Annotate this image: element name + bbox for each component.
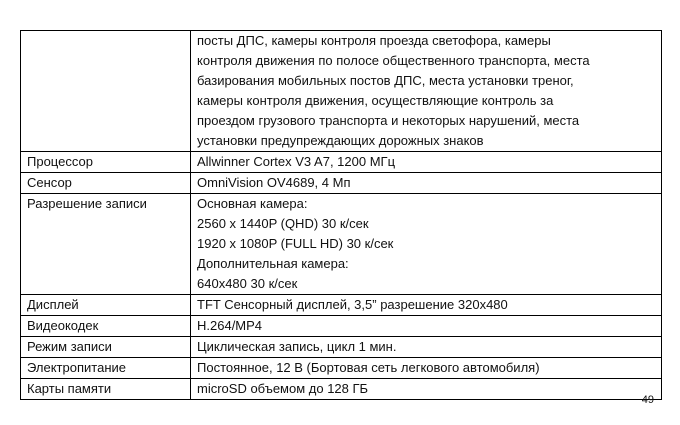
row-value: Циклическая запись, цикл 1 мин. xyxy=(191,337,662,358)
value-line: посты ДПС, камеры контроля проезда светофора, камеры xyxy=(197,33,551,48)
value-line: Основная камера: xyxy=(197,196,308,211)
specifications-table xyxy=(20,30,662,400)
row-value xyxy=(191,194,662,295)
value-line: камеры контроля движения, осуществляющие контроль за xyxy=(197,93,554,108)
row-label: Дисплей xyxy=(21,295,191,316)
row-label xyxy=(21,31,191,152)
value-line: проездом грузового транспорта и некоторых нарушений, места xyxy=(197,113,580,128)
row-label: Разрешение записи xyxy=(21,194,191,295)
value-line: Дополнительная камера: xyxy=(197,256,349,271)
table-row-processor xyxy=(21,152,662,173)
row-value: OmniVision OV4689, 4 Мп xyxy=(191,173,662,194)
row-value: TFT Сенсорный дисплей, 3,5” разрешение 320x480 xyxy=(191,295,662,316)
table-row-memory-cards xyxy=(21,379,662,400)
value-line: контроля движения по полосе общественного транспорта, места xyxy=(197,53,590,68)
table-row-codec xyxy=(21,316,662,337)
row-label: Сенсор xyxy=(21,173,191,194)
table-row-display xyxy=(21,295,662,316)
value-line: 640x480 30 к/сек xyxy=(197,276,298,291)
row-label: Видеокодек xyxy=(21,316,191,337)
row-value: Allwinner Cortex V3 A7, 1200 МГц xyxy=(191,152,662,173)
row-label: Режим записи xyxy=(21,337,191,358)
table-row-record-mode xyxy=(21,337,662,358)
row-value: Постоянное, 12 В (Бортовая сеть легкового автомобиля) xyxy=(191,358,662,379)
row-label: Электропитание xyxy=(21,358,191,379)
page-number: 49 xyxy=(641,394,654,406)
row-label: Процессор xyxy=(21,152,191,173)
table-row-resolution xyxy=(21,194,662,295)
row-value xyxy=(191,31,662,152)
table-row-sensor xyxy=(21,173,662,194)
row-label: Карты памяти xyxy=(21,379,191,400)
value-line: 1920 x 1080P (FULL HD) 30 к/сек xyxy=(197,236,394,251)
row-value: H.264/MP4 xyxy=(191,316,662,337)
value-line: 2560 x 1440P (QHD) 30 к/сек xyxy=(197,216,369,231)
table-row-cameras-list xyxy=(21,31,662,152)
table-row-power xyxy=(21,358,662,379)
value-line: базирования мобильных постов ДПС, места установки треног, xyxy=(197,73,574,88)
value-line: установки предупреждающих дорожных знаков xyxy=(197,133,484,148)
row-value: microSD объемом до 128 ГБ xyxy=(191,379,662,400)
